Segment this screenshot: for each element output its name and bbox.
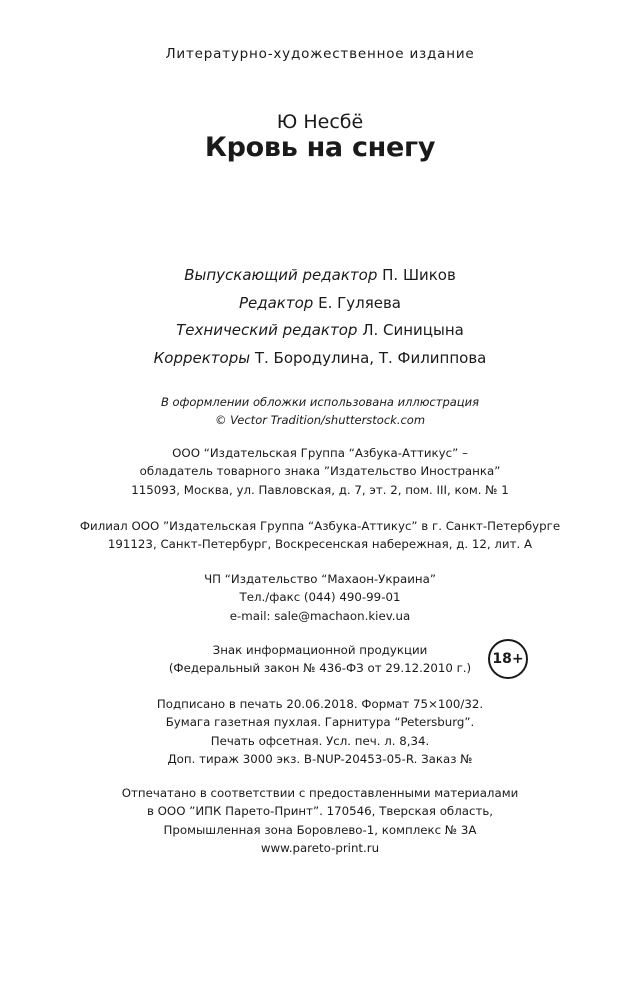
- credit-line: [0, 262, 640, 290]
- series-line: Литературно-художественное издание: [165, 46, 475, 62]
- print-details: [0, 695, 640, 769]
- branch-address: 191123, Санкт-Петербург, Воскресенская набережная, д. 12, лит. А: [107, 537, 533, 552]
- printer-website: www.pareto-print.ru: [260, 841, 380, 856]
- info-product-mark: [0, 641, 640, 678]
- printer-line: Отпечатано в соответствии с предоставленными материалами: [121, 786, 519, 800]
- credit-line: [0, 345, 640, 373]
- credit-name: Л. Синицына: [362, 321, 464, 339]
- publisher-main: [0, 444, 640, 499]
- credit-name: Т. Бородулина, Т. Филиппова: [254, 348, 487, 367]
- branch-line: Филиал ООО ”Издательская Группа “Азбука-Аттикус” в г. Санкт-Петербурге: [79, 519, 561, 533]
- print-detail-line: Печать офсетная. Усл. печ. л. 8,34.: [210, 733, 430, 748]
- credit-line: [0, 290, 640, 318]
- print-detail-line: Бумага газетная пухлая. Гарнитура “Petersburg”.: [165, 715, 475, 730]
- print-detail-line: Подписано в печать 20.06.2018. Формат 75×100/32.: [156, 697, 484, 711]
- author-name: Ю Несбё: [276, 111, 364, 133]
- credit-role: Выпускающий редактор: [184, 266, 378, 284]
- publisher-line: обладатель товарного знака ”Издательство Иностранка”: [139, 464, 501, 479]
- credit-role: Корректоры: [153, 348, 251, 367]
- cover-note-line: В оформлении обложки использована иллюстрация: [160, 395, 480, 409]
- credit-role: Технический редактор: [176, 321, 358, 339]
- print-detail-line: Доп. тираж 3000 экз. B-NUP-20453-05-R. Заказ №: [167, 752, 473, 767]
- printer-line: Промышленная зона Боровлево-1, комплекс № 3А: [163, 822, 477, 837]
- age-rating-badge: 18+: [488, 639, 528, 679]
- printer-line: в ООО ”ИПК Парето-Принт”. 170546, Тверская область,: [146, 804, 494, 819]
- printer-info: [0, 784, 640, 858]
- info-product-law: (Федеральный закон № 436-ФЗ от 29.12.2010 г.): [168, 661, 472, 676]
- cover-note-credit: © Vector Tradition/shutterstock.com: [214, 413, 426, 427]
- publisher-address: 115093, Москва, ул. Павловская, д. 7, эт. 2, пом. III, ком. № 1: [131, 482, 509, 497]
- credit-name: П. Шиков: [382, 266, 456, 284]
- ukraine-email: e-mail: sale@machaon.kiev.ua: [229, 608, 411, 623]
- ukraine-publisher-name: ЧП “Издательство “Махаон-Украина”: [204, 572, 436, 586]
- info-product-line: Знак информационной продукции: [212, 643, 428, 657]
- publisher-branch: [0, 517, 640, 554]
- ukraine-phone: Тел./факс (044) 490-99-01: [239, 590, 401, 605]
- editorial-credits: [0, 262, 640, 372]
- book-title: Кровь на снегу: [204, 132, 436, 163]
- publisher-ukraine: [0, 570, 640, 625]
- publisher-line: ООО “Издательская Группа “Азбука-Аттикус” –: [172, 446, 468, 460]
- credit-role: Редактор: [238, 293, 314, 312]
- credit-name: Е. Гуляева: [318, 293, 402, 312]
- cover-illustration-note: [0, 393, 640, 429]
- credit-line: [0, 317, 640, 345]
